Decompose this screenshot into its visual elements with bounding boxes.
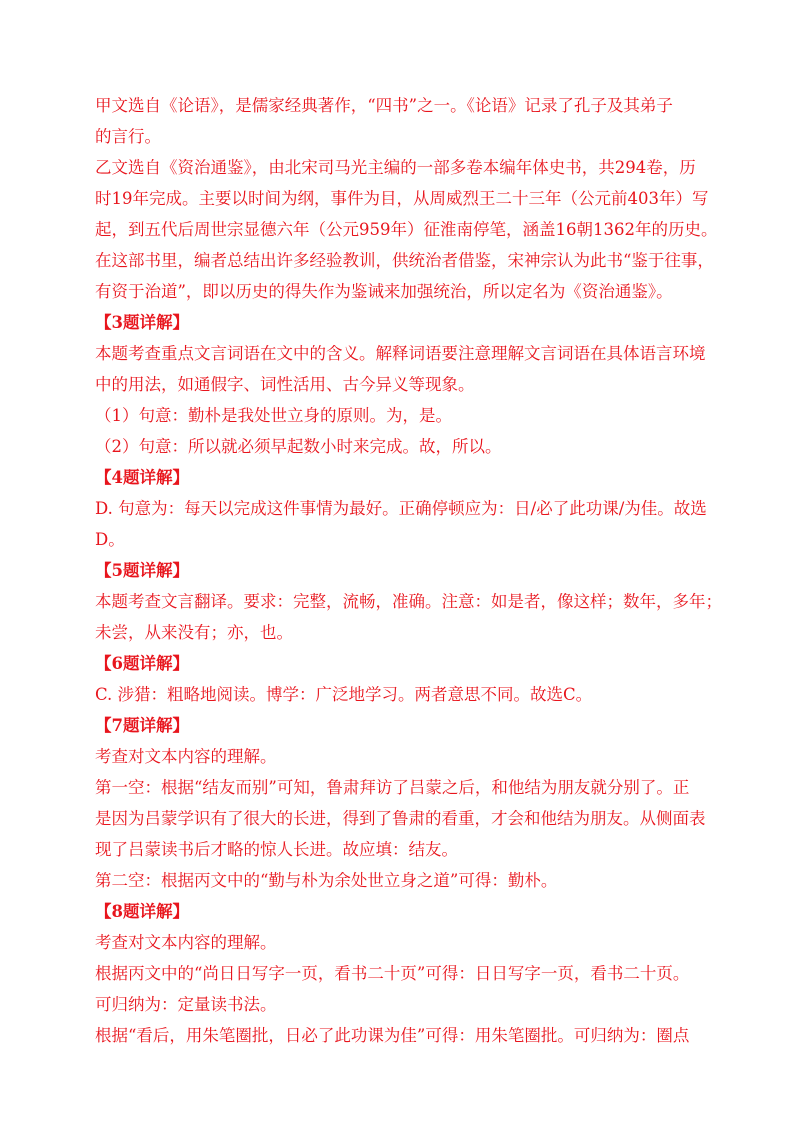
text-line: 现了吕蒙读书后才略的惊人长进。故应填：结友。 [95,840,458,859]
text-line: 甲文选自《论语》，是儒家经典著作，“四书”之一。《论语》记录了孔子及其弟子 [95,96,673,115]
text-line: 中的用法，如通假字、词性活用、古今异义等现象。 [95,375,475,394]
text-line: 的言行。 [95,127,161,146]
text-line: 本题考查文言翻译。要求：完整，流畅，准确。注意：如是者，像这样；数年，多年； [95,592,722,611]
text-line: 乙文选自《资治通鉴》，由北宋司马光主编的一部多卷本编年体史书，共294卷，历 [95,158,696,177]
text-line: 有资于治道”，即以历史的得失作为鉴诫来加强统治，所以定名为《资治通鉴》。 [95,282,673,301]
text-line: 在这部书里，编者总结出许多经验教训，供统治者借鉴，宋神宗认为此书“鉴于往事， [95,251,714,270]
text-line: 考查对文本内容的理解。 [95,933,277,952]
text-line: C. 涉猎：粗略地阅读。博学：广泛地学习。两者意思不同。故选C。 [95,685,593,704]
text-line: （2）句意：所以就必须早起数小时来完成。故，所以。 [95,437,502,456]
text-line: 根据丙文中的“尚日日写字一页，看书二十页”可得：日日写字一页，看书二十页。 [95,964,690,983]
text-line: 考查对文本内容的理解。 [95,747,277,766]
section-heading: 【5题详解】 [95,561,189,580]
section-heading: 【4题详解】 [95,468,189,487]
text-line: 未尝，从来没有；亦，也。 [95,623,293,642]
text-line: 是因为吕蒙学识有了很大的长进，得到了鲁肃的看重，才会和他结为朋友。从侧面表 [95,809,706,828]
text-line: D. 句意为：每天以完成这件事情为最好。正确停顿应为：日/必了此功课/为佳。故选 [95,499,707,518]
text-line: 第二空：根据丙文中的“勤与朴为余处世立身之道”可得：勤朴。 [95,871,558,890]
text-line: 根据“看后，用朱笔圈批，日必了此功课为佳”可得：用朱笔圈批。可归纳为：圈点 [95,1026,690,1045]
section-heading: 【8题详解】 [95,902,189,921]
section-heading: 【6题详解】 [95,654,189,673]
text-line: 起，到五代后周世宗显德六年（公元959年）征淮南停笔，涵盖16朝1362年的历史。 [95,220,718,239]
text-line: 时19年完成。主要以时间为纲，事件为目，从周威烈王二十三年（公元前403年）写 [95,189,709,208]
section-heading: 【3题详解】 [95,313,189,332]
section-heading: 【7题详解】 [95,716,189,735]
text-line: （1）句意：勤朴是我处世立身的原则。为，是。 [95,406,452,425]
text-line: 第一空：根据“结友而别”可知，鲁肃拜访了吕蒙之后，和他结为朋友就分别了。正 [95,778,690,797]
text-line: 可归纳为：定量读书法。 [95,995,277,1014]
text-line: D。 [95,530,125,549]
text-line: 本题考查重点文言词语在文中的含义。解释词语要注意理解文言词语在具体语言环境 [95,344,706,363]
